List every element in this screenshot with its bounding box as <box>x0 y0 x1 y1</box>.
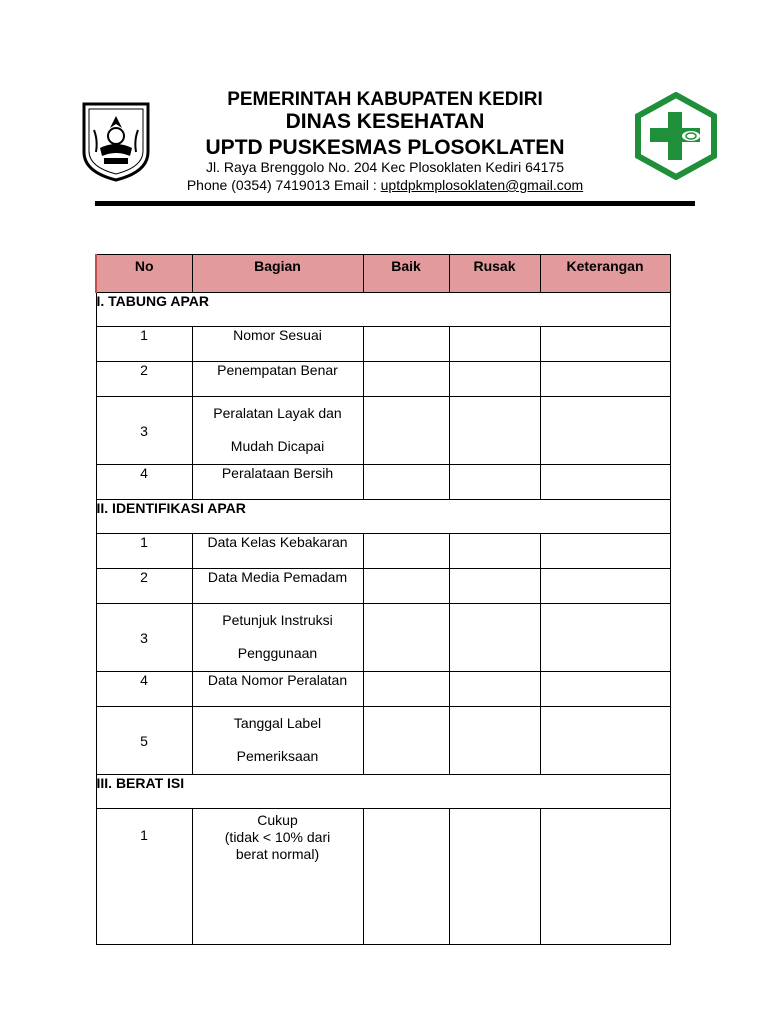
header-address: Jl. Raya Brenggolo No. 204 Kec Plosoklaten Kediri 64175 <box>206 159 564 175</box>
header-department: DINAS KESEHATAN <box>285 110 485 133</box>
row-no: 3 <box>96 604 192 672</box>
baik-cell[interactable] <box>363 362 449 397</box>
rusak-cell[interactable] <box>449 569 540 604</box>
rusak-cell[interactable] <box>449 465 540 500</box>
baik-cell[interactable] <box>363 604 449 672</box>
row-bagian: Nomor Sesuai <box>192 327 363 362</box>
header-contact <box>150 177 620 193</box>
row-bagian: Data Kelas Kebakaran <box>192 534 363 569</box>
baik-cell[interactable] <box>363 534 449 569</box>
rusak-cell[interactable] <box>449 604 540 672</box>
row-no: 1 <box>96 327 192 362</box>
col-no: No <box>96 255 192 293</box>
baik-cell[interactable] <box>363 707 449 775</box>
baik-cell[interactable] <box>363 465 449 500</box>
table-row <box>96 672 670 707</box>
section-title: I. TABUNG APAR <box>96 293 670 327</box>
keterangan-cell[interactable] <box>540 327 670 362</box>
header-phone: Phone (0354) 7419013 Email : <box>186 177 381 193</box>
keterangan-cell[interactable] <box>540 534 670 569</box>
row-bagian: Penempatan Benar <box>192 362 363 397</box>
table-row <box>96 569 670 604</box>
row-no: 5 <box>96 707 192 775</box>
table-row <box>96 362 670 397</box>
row-bagian: Tanggal Label Pemeriksaan <box>192 707 363 775</box>
section-row <box>96 500 670 534</box>
section-title: III. BERAT ISI <box>96 775 670 809</box>
col-rusak: Rusak <box>449 255 540 293</box>
header-divider <box>95 201 695 206</box>
rusak-cell[interactable] <box>449 534 540 569</box>
row-no: 3 <box>96 397 192 465</box>
table-header-row <box>96 255 670 293</box>
inspection-table <box>95 254 671 945</box>
row-no: 4 <box>96 465 192 500</box>
rusak-cell[interactable] <box>449 362 540 397</box>
col-keterangan: Keterangan <box>540 255 670 293</box>
rusak-cell[interactable] <box>449 327 540 362</box>
row-bagian: Data Nomor Peralatan <box>192 672 363 707</box>
rusak-cell[interactable] <box>449 707 540 775</box>
rusak-cell[interactable] <box>449 809 540 945</box>
table-row <box>96 604 670 672</box>
keterangan-cell[interactable] <box>540 672 670 707</box>
keterangan-cell[interactable] <box>540 465 670 500</box>
row-bagian: Peralataan Bersih <box>192 465 363 500</box>
row-no: 2 <box>96 569 192 604</box>
rusak-cell[interactable] <box>449 397 540 465</box>
table-row <box>96 465 670 500</box>
table-row <box>96 327 670 362</box>
table-row <box>96 534 670 569</box>
keterangan-cell[interactable] <box>540 604 670 672</box>
keterangan-cell[interactable] <box>540 707 670 775</box>
row-bagian: Peralatan Layak dan Mudah Dicapai <box>192 397 363 465</box>
kabupaten-emblem-icon <box>80 100 152 182</box>
baik-cell[interactable] <box>363 672 449 707</box>
col-bagian: Bagian <box>192 255 363 293</box>
row-no: 1 <box>96 809 192 945</box>
baik-cell[interactable] <box>363 397 449 465</box>
row-bagian: Data Media Pemadam <box>192 569 363 604</box>
keterangan-cell[interactable] <box>540 809 670 945</box>
table-row <box>96 809 670 945</box>
col-baik: Baik <box>363 255 449 293</box>
rusak-cell[interactable] <box>449 672 540 707</box>
header-email-link[interactable]: uptdpkmplosoklaten@gmail.com <box>380 177 584 193</box>
row-no: 2 <box>96 362 192 397</box>
section-title: II. IDENTIFIKASI APAR <box>96 500 670 534</box>
baik-cell[interactable] <box>363 809 449 945</box>
row-no: 4 <box>96 672 192 707</box>
table-row <box>96 707 670 775</box>
keterangan-cell[interactable] <box>540 397 670 465</box>
header-institution: UPTD PUSKESMAS PLOSOKLATEN <box>205 136 565 159</box>
keterangan-cell[interactable] <box>540 362 670 397</box>
row-bagian: Cukup (tidak < 10% dari berat normal) <box>192 809 363 945</box>
health-cross-icon <box>634 92 718 180</box>
baik-cell[interactable] <box>363 569 449 604</box>
table-row <box>96 397 670 465</box>
section-row <box>96 293 670 327</box>
row-no: 1 <box>96 534 192 569</box>
section-row <box>96 775 670 809</box>
baik-cell[interactable] <box>363 327 449 362</box>
row-bagian: Petunjuk Instruksi Penggunaan <box>192 604 363 672</box>
keterangan-cell[interactable] <box>540 569 670 604</box>
header-government: PEMERINTAH KABUPATEN KEDIRI <box>227 89 543 110</box>
